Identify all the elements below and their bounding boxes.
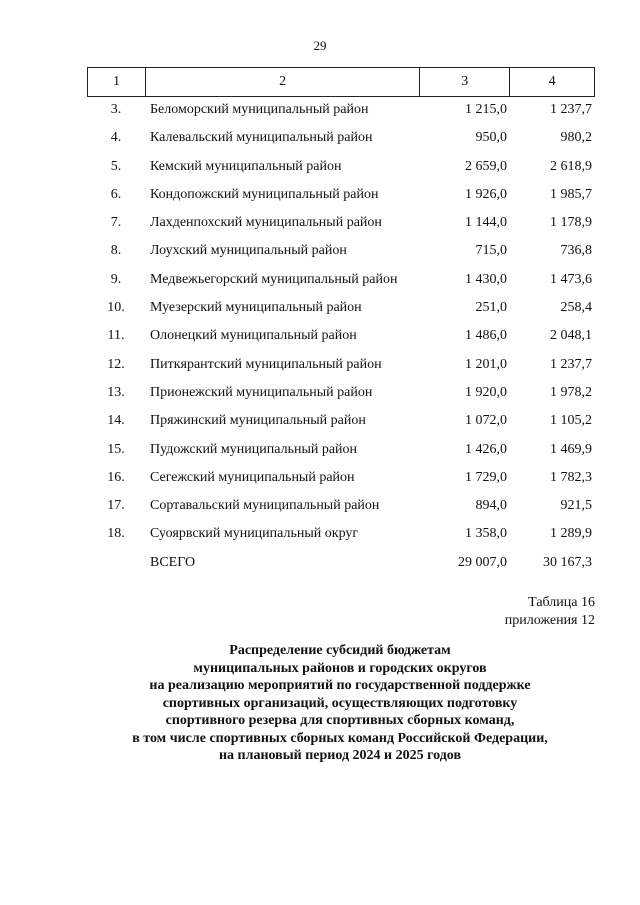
page-number: 29 xyxy=(313,38,327,53)
amount-2025: 980,2 xyxy=(560,130,592,146)
amount-2025: 1 105,2 xyxy=(550,413,592,429)
amount-2025: 1 473,6 xyxy=(550,271,592,287)
section-heading xyxy=(60,642,620,765)
amount-2025: 2 048,1 xyxy=(550,328,592,344)
district-name: Питкярантский муниципальный район xyxy=(150,356,382,372)
amount-2025: 1 985,7 xyxy=(550,186,592,202)
amount-2024: 251,0 xyxy=(475,300,507,316)
table-row xyxy=(87,124,595,152)
column-header-4: 4 xyxy=(510,68,595,97)
row-number: 11. xyxy=(107,328,125,344)
amount-2025: 1 469,9 xyxy=(550,441,592,457)
column-header-table xyxy=(87,67,595,97)
row-number: 12. xyxy=(107,356,125,372)
table-row xyxy=(87,351,595,379)
amount-2024: 1 920,0 xyxy=(465,384,507,400)
row-number: 3. xyxy=(110,102,122,117)
table-row xyxy=(87,237,595,265)
table-row xyxy=(87,96,595,124)
amount-2024: 29 007,0 xyxy=(458,554,507,570)
row-number: 14. xyxy=(107,413,125,429)
amount-2025: 1 178,9 xyxy=(550,215,592,231)
table-row xyxy=(87,181,595,209)
district-name: Муезерский муниципальный район xyxy=(150,300,362,316)
table-row xyxy=(87,436,595,464)
amount-2025: 736,8 xyxy=(560,243,592,259)
table-row xyxy=(87,464,595,492)
amount-2024: 894,0 xyxy=(475,498,507,514)
amount-2025: 1 237,7 xyxy=(550,356,592,372)
district-name: Суоярвский муниципальный округ xyxy=(150,526,359,542)
table-caption xyxy=(505,594,595,630)
heading-line: спортивных организаций, осуществляющих подготовку xyxy=(162,695,518,711)
heading-line: в том числе спортивных сборных команд Российской Федерации, xyxy=(132,730,548,746)
row-number: 10. xyxy=(107,300,125,316)
amount-2024: 2 659,0 xyxy=(465,158,507,174)
table-row xyxy=(87,549,595,577)
table-row xyxy=(87,294,595,322)
amount-2025: 921,5 xyxy=(560,498,592,514)
column-header-1: 1 xyxy=(88,68,146,97)
heading-line: спортивного резерва для спортивных сборных команд, xyxy=(165,713,515,728)
amount-2024: 1 486,0 xyxy=(465,328,507,344)
amount-2024: 1 926,0 xyxy=(465,186,507,202)
table-row xyxy=(87,520,595,548)
table-row xyxy=(87,322,595,350)
district-name: Пудожский муниципальный район xyxy=(150,441,358,457)
appendix-reference: приложения 12 xyxy=(504,613,595,628)
table-body xyxy=(87,96,595,577)
heading-line: на плановый период 2024 и 2025 годов xyxy=(218,748,462,763)
district-name: Сортавальский муниципальный район xyxy=(150,498,380,514)
amount-2025: 2 618,9 xyxy=(550,158,592,174)
amount-2024: 715,0 xyxy=(475,243,507,259)
amount-2025: 30 167,3 xyxy=(543,554,592,570)
row-number: 8. xyxy=(110,243,122,259)
amount-2024: 1 201,0 xyxy=(465,356,507,372)
amount-2025: 1 289,9 xyxy=(550,526,592,542)
amount-2024: 1 430,0 xyxy=(465,271,507,287)
table-row xyxy=(87,266,595,294)
table-row xyxy=(87,209,595,237)
row-number: 18. xyxy=(107,526,125,542)
amount-2025: 1 782,3 xyxy=(550,469,592,485)
heading-line: на реализацию мероприятий по государственной поддержке xyxy=(149,678,531,693)
row-number: 5. xyxy=(110,158,122,174)
amount-2025: 258,4 xyxy=(560,300,592,316)
district-name: Беломорский муниципальный район xyxy=(150,102,369,117)
row-number: 13. xyxy=(107,384,125,400)
table-row xyxy=(87,153,595,181)
district-name: Медвежьегорский муниципальный район xyxy=(150,271,398,287)
amount-2024: 1 144,0 xyxy=(465,215,507,231)
district-name: Лоухский муниципальный район xyxy=(150,243,347,259)
row-number: 16. xyxy=(107,469,125,485)
amount-2024: 1 729,0 xyxy=(465,469,507,485)
district-name: Калевальский муниципальный район xyxy=(150,130,373,146)
district-name: Лахденпохский муниципальный район xyxy=(150,215,382,231)
amount-2024: 1 358,0 xyxy=(465,526,507,542)
row-number: 4. xyxy=(110,130,122,146)
row-number: 9. xyxy=(110,271,122,287)
row-number: 7. xyxy=(110,215,122,231)
row-number: 6. xyxy=(110,186,122,202)
district-name: Сегежский муниципальный район xyxy=(150,469,355,485)
district-name: ВСЕГО xyxy=(150,554,196,570)
amount-2024: 1 215,0 xyxy=(465,102,507,117)
heading-line: Распределение субсидий бюджетам xyxy=(229,643,451,658)
district-name: Пряжинский муниципальный район xyxy=(150,413,366,429)
heading-line: муниципальных районов и городских округов xyxy=(193,660,487,676)
row-number: 15. xyxy=(107,441,125,457)
column-header-3: 3 xyxy=(420,68,510,97)
row-number: 17. xyxy=(107,498,125,514)
amount-2025: 1 237,7 xyxy=(550,102,592,117)
amount-2024: 950,0 xyxy=(475,130,507,146)
district-name: Олонецкий муниципальный район xyxy=(150,328,357,344)
column-header-2: 2 xyxy=(145,68,419,97)
column-header-row xyxy=(88,68,595,97)
table-row xyxy=(87,492,595,520)
district-name: Кемский муниципальный район xyxy=(150,158,342,174)
district-name: Прионежский муниципальный район xyxy=(150,384,373,400)
district-name: Кондопожский муниципальный район xyxy=(150,186,379,202)
table-row xyxy=(87,407,595,435)
table-row xyxy=(87,379,595,407)
table-number: Таблица 16 xyxy=(528,595,595,610)
amount-2024: 1 426,0 xyxy=(465,441,507,457)
amount-2024: 1 072,0 xyxy=(465,413,507,429)
amount-2025: 1 978,2 xyxy=(550,384,592,400)
